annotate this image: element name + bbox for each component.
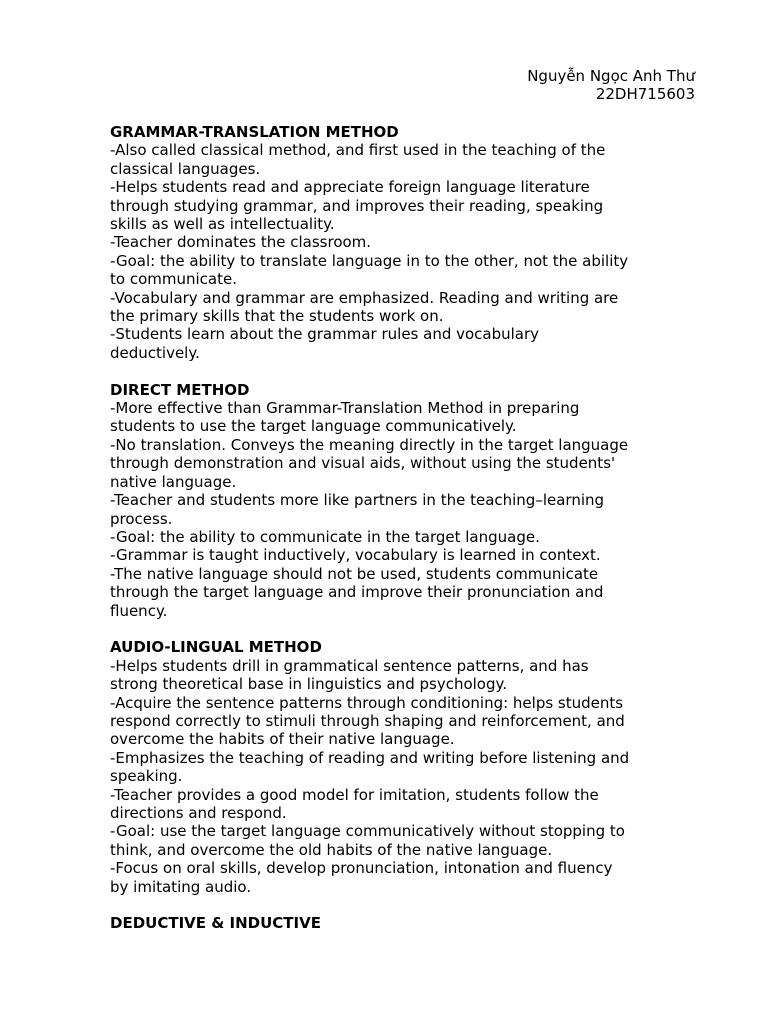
body-line: overcome the habits of their native language. [110, 730, 455, 749]
section-heading: DIRECT METHOD [110, 380, 250, 399]
body-line: directions and respond. [110, 804, 287, 822]
author-block [527, 67, 695, 104]
section-heading: GRAMMAR-TRANSLATION METHOD [110, 123, 399, 141]
body-line: -Helps students drill in grammatical sentence patterns, and has [110, 656, 589, 675]
body-line: to communicate. [110, 270, 237, 289]
body-line: strong theoretical base in linguistics and psychology. [110, 675, 507, 694]
body-line: -Grammar is taught inductively, vocabulary is learned in context. [110, 546, 601, 565]
body-line: through studying grammar, and improves their reading, speaking [110, 196, 604, 215]
body-line: -No translation. Conveys the meaning directly in the target language [110, 435, 629, 454]
body-line: skills as well as intellectuality. [110, 215, 335, 234]
body-line: -Emphasizes the teaching of reading and writing before listening and [110, 748, 630, 767]
body-line: classical languages. [110, 159, 261, 178]
student-id: 22DH715603 [595, 85, 695, 104]
body-line: -Helps students read and appreciate foreign language literature [110, 178, 590, 197]
body-line: -Goal: use the target language communicatively without stopping to [110, 822, 625, 841]
section-heading: DEDUCTIVE & INDUCTIVE [110, 914, 321, 933]
body-line: through the target language and improve their pronunciation and [110, 583, 604, 602]
body-line: -Acquire the sentence patterns through conditioning: helps students [110, 693, 624, 712]
section-heading: AUDIO-LINGUAL METHOD [110, 638, 322, 657]
body-line: respond correctly to stimuli through shaping and reinforcement, and [110, 711, 625, 730]
body-line: -Students learn about the grammar rules and vocabulary [110, 325, 540, 344]
body-line: -The native language should not be used, students communicate [110, 564, 599, 583]
section-grammar-translation [110, 123, 700, 362]
author-name: Nguyễn Ngọc Anh Thư [527, 67, 695, 85]
body-line: -Teacher provides a good model for imitation, students follow the [110, 785, 599, 804]
body-line: -Teacher and students more like partners in the teaching–learning [110, 491, 605, 510]
body-line: -More effective than Grammar-Translation Method in preparing [110, 399, 580, 418]
document-body [110, 123, 700, 951]
body-line: think, and overcome the old habits of the native language. [110, 840, 553, 859]
body-line: process. [110, 509, 173, 528]
body-line: students to use the target language communicatively. [110, 417, 517, 436]
section-direct-method [110, 381, 700, 620]
body-line: the primary skills that the students work on. [110, 307, 444, 326]
body-line: -Also called classical method, and first used in the teaching of the [110, 141, 606, 160]
body-line: fluency. [110, 601, 168, 620]
body-line: -Goal: the ability to translate language in to the other, not the ability [110, 251, 629, 270]
body-line: -Focus on oral skills, develop pronunciation, intonation and fluency [110, 859, 613, 878]
body-line: -Vocabulary and grammar are emphasized. Reading and writing are [110, 288, 619, 307]
section-deductive-inductive [110, 914, 700, 932]
body-line: deductively. [110, 343, 200, 362]
body-line: speaking. [110, 767, 183, 786]
body-line: by imitating audio. [110, 877, 252, 896]
body-line: native language. [110, 472, 237, 491]
body-line: through demonstration and visual aids, without using the students' [110, 454, 616, 473]
section-audio-lingual [110, 638, 700, 896]
body-line: -Goal: the ability to communicate in the target language. [110, 527, 540, 546]
body-line: -Teacher dominates the classroom. [110, 233, 372, 252]
